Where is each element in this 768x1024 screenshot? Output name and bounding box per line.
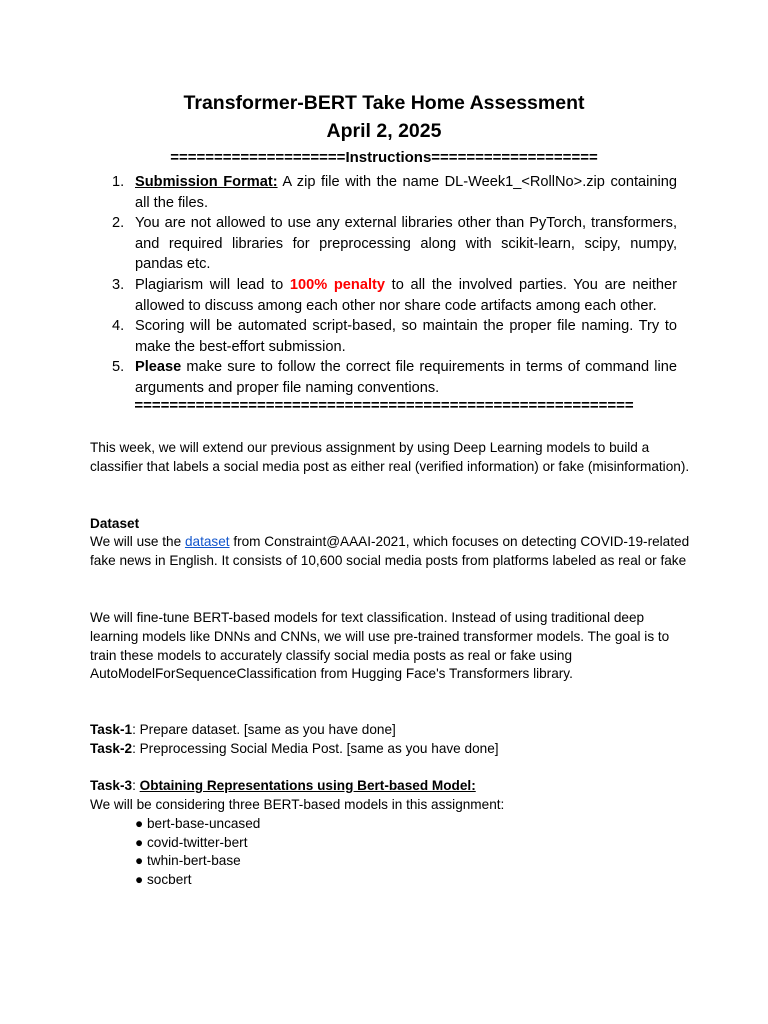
task-title: Obtaining Representations using Bert-based Model: bbox=[139, 778, 476, 793]
intro-paragraph: This week, we will extend our previous assignment by using Deep Learning models to build a classifier that labels a social media post as either real (verified information) or fake (misinformation). bbox=[90, 440, 690, 474]
instruction-item bbox=[90, 357, 677, 398]
list-item: ● bert-base-uncased bbox=[135, 815, 260, 834]
task-label: Task-1 bbox=[90, 722, 133, 737]
task-label: Task-2 bbox=[90, 741, 133, 756]
list-item: ● covid-twitter-bert bbox=[135, 834, 260, 853]
dataset-link[interactable]: dataset bbox=[184, 534, 230, 549]
instruction-strong: Submission Format: bbox=[135, 174, 278, 190]
task-text: : Prepare dataset. [same as you have done] bbox=[132, 722, 396, 737]
item-number: 1. bbox=[112, 174, 125, 190]
separator-line: ========================================================= bbox=[134, 397, 634, 414]
instruction-item bbox=[90, 316, 677, 357]
finetune-paragraph: We will fine-tune BERT-based models for text classification. Instead of using traditional deep learning models like DNNs and CNNs, we will use pre-trained transformer models. The goal is to train these models to accurately classify social media posts as real or fake using AutoModelForSequenceClassification from Hugging Face's Transformers library. bbox=[90, 610, 670, 682]
task-3 bbox=[90, 777, 690, 796]
item-number: 2. bbox=[112, 215, 125, 232]
dataset-paragraph bbox=[90, 533, 690, 571]
instructions-list bbox=[90, 172, 677, 399]
task-1 bbox=[90, 721, 690, 740]
item-number: 3. bbox=[112, 276, 125, 293]
task-text: : Preprocessing Social Media Post. [same as you have done] bbox=[132, 741, 499, 756]
instruction-text: Plagiarism will lead to bbox=[135, 276, 290, 293]
document-date: April 2, 2025 bbox=[326, 120, 442, 142]
task-separator: : bbox=[132, 778, 140, 793]
dataset-text: We will use the bbox=[90, 534, 185, 549]
task-label: Task-3 bbox=[90, 778, 133, 793]
instruction-item bbox=[90, 213, 677, 275]
instruction-text: Scoring will be automated script-based, so maintain the proper file naming. Try to make the best-effort submission. bbox=[135, 318, 677, 355]
list-item: ● socbert bbox=[135, 871, 260, 890]
document-title: Transformer-BERT Take Home Assessment bbox=[183, 92, 585, 114]
dataset-heading: Dataset bbox=[90, 516, 140, 531]
item-number: 5. bbox=[112, 359, 125, 376]
instruction-item bbox=[90, 275, 677, 316]
task-3-description: We will be considering three BERT-based models in this assignment: bbox=[90, 797, 505, 812]
item-number: 4. bbox=[112, 318, 125, 335]
instruction-text: to all the involved parties. You are neither allowed to discuss among each other nor share code artifacts among each other. bbox=[135, 276, 677, 314]
instruction-text: A zip file with the name DL-Week1_<RollNo>.zip containing all the files. bbox=[135, 174, 677, 211]
instruction-item bbox=[90, 172, 677, 213]
instructions-banner: ====================Instructions=================== bbox=[170, 149, 598, 166]
instruction-text: make sure to follow the correct file requirements in terms of command line arguments and proper file naming conventions. bbox=[135, 359, 677, 396]
task-2 bbox=[90, 740, 690, 759]
model-list bbox=[135, 815, 260, 889]
instruction-strong: Please bbox=[135, 359, 182, 376]
list-item: ● twhin-bert-base bbox=[135, 852, 260, 871]
dataset-text: from Constraint@AAAI-2021, which focuses on detecting COVID-19-related fake news in English. It consists of 10,600 social media posts from platforms labeled as real or fake bbox=[90, 534, 690, 568]
instruction-text: You are not allowed to use any external libraries other than PyTorch, transformers, and required libraries for preprocessing along with scikit-learn, scipy, numpy, pandas etc. bbox=[135, 215, 677, 273]
penalty-highlight: 100% penalty bbox=[289, 276, 385, 293]
